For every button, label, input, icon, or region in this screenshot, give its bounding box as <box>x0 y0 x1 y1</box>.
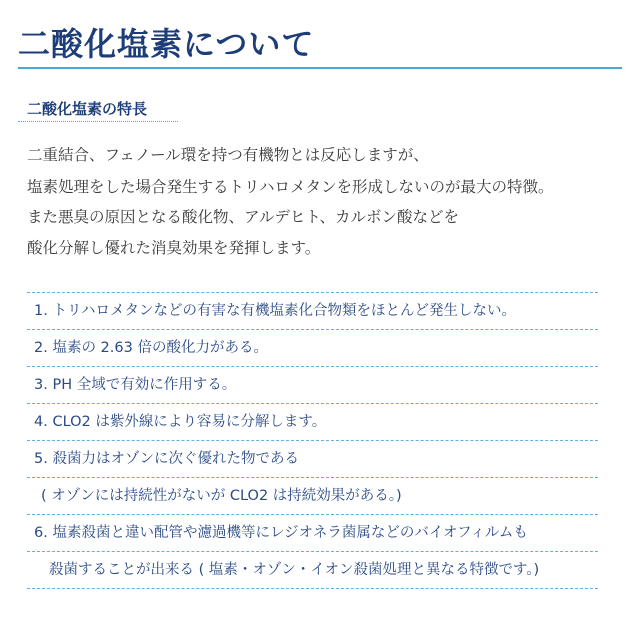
feature-list <box>27 292 598 589</box>
feature-item-1: 1. トリハロメタンなどの有害な有機塩素化合物類をほとんど発生しない。 <box>27 292 598 329</box>
paragraph-line-2: 塩素処理をした場合発生するトリハロメタンを形成しないのが最大の特徴。 <box>27 178 554 196</box>
feature-item-6: 6. 塩素殺菌と違い配管や濾過機等にレジオネラ菌属などのバイオフィルムも <box>27 514 598 551</box>
section-heading: 二酸化塩素の特長 <box>27 100 148 118</box>
feature-item-6-continued: 殺菌することが出来る ( 塩素・オゾン・イオン殺菌処理と異なる特徴です。) <box>27 551 598 588</box>
paragraph-line-3: また悪臭の原因となる酸化物、アルデヒト、カルボン酸などを <box>27 208 459 226</box>
feature-item-4: 4. CLO2 は紫外線により容易に分解します。 <box>27 403 598 440</box>
feature-item-5: 5. 殺菌力はオゾンに次ぐ優れた物である <box>27 440 598 477</box>
paragraph-line-4: 酸化分解し優れた消臭効果を発揮します。 <box>27 239 321 257</box>
section-heading-divider <box>18 121 178 122</box>
page-title: 二酸化塩素について <box>18 25 315 63</box>
title-divider <box>18 67 622 69</box>
feature-item-2: 2. 塩素の 2.63 倍の酸化力がある。 <box>27 329 598 366</box>
paragraph-line-1: 二重結合、フェノール環を持つ有機物とは反応しますが、 <box>27 146 429 164</box>
feature-item-3: 3. PH 全域で有効に作用する。 <box>27 366 598 403</box>
feature-item-5-note: ( オゾンには持続性がないが CLO2 は持続効果がある。) <box>27 477 598 514</box>
feature-list-bottom-divider <box>27 588 598 589</box>
